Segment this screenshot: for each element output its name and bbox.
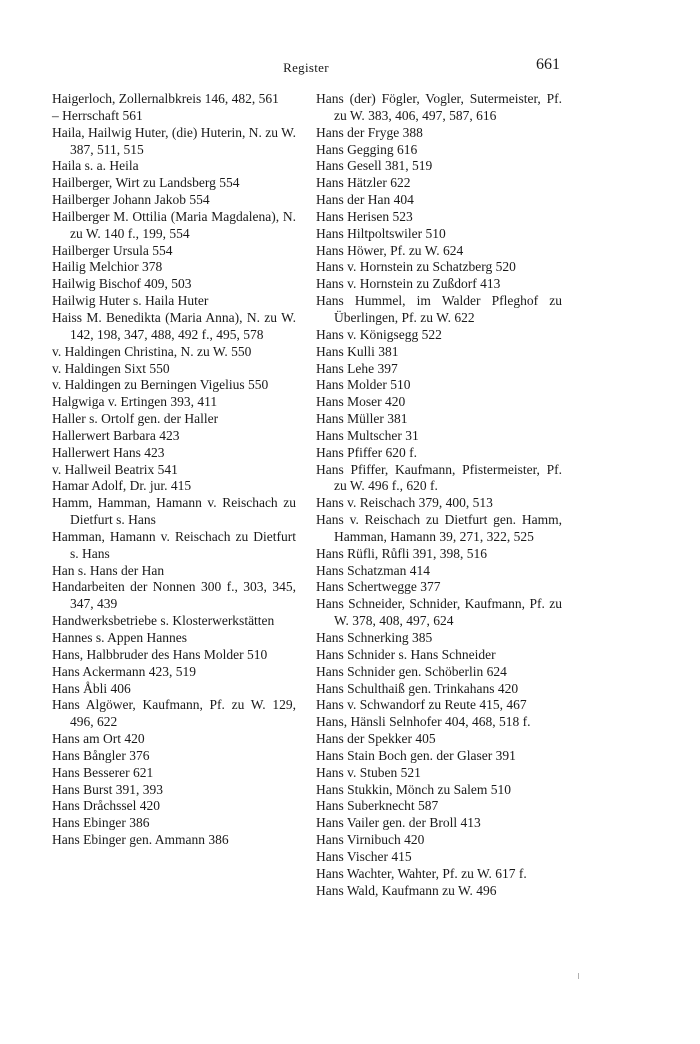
index-entry: Hans Müller 381 — [316, 411, 408, 427]
index-entry: Hamm, Hamman, Hamann v. Reischach zu Dietfurt s. Hans — [52, 495, 296, 528]
index-entry: Hans Stukkin, Mönch zu Salem 510 — [316, 781, 511, 797]
index-entry: Hans v. Hornstein zu Zußdorf 413 — [316, 276, 501, 292]
index-entry: Hans Ebinger gen. Ammann 386 — [52, 832, 229, 848]
index-entry: Hans, Halbbruder des Hans Molder 510 — [52, 646, 268, 662]
running-head — [0, 56, 700, 80]
index-entry: Haila, Hailwig Huter, (die) Huterin, N. zu W. 387, 511, 515 — [52, 124, 296, 157]
index-entry: Hans Hiltpoltswiler 510 — [316, 225, 446, 241]
index-entry: Hallerwert Barbara 423 — [52, 427, 180, 443]
index-entry: Hans am Ort 420 — [52, 731, 145, 747]
index-entry: Hans Dråchssel 420 — [52, 798, 160, 814]
index-entry: Halgwiga v. Ertingen 393, 411 — [52, 394, 218, 410]
index-entry: Hans Besserer 621 — [52, 764, 154, 780]
index-entry: Hans Wald, Kaufmann zu W. 496 — [316, 882, 497, 898]
index-entry: Hans Multscher 31 — [316, 427, 419, 443]
index-entry: Hans Gegging 616 — [316, 141, 418, 157]
index-entry: Hailwig Huter s. Haila Huter — [52, 293, 209, 309]
index-entry: Hans Schulthaiß gen. Trinkahans 420 — [316, 680, 519, 696]
index-entry: Haigerloch, Zollernalbkreis 146, 482, 561 — [52, 91, 279, 106]
index-entry: Haller s. Ortolf gen. der Haller — [52, 411, 219, 427]
index-column-right — [316, 91, 562, 900]
index-entry: Hans Schnider s. Hans Schneider — [316, 646, 496, 662]
index-entry: Hans v. Königsegg 522 — [316, 326, 442, 342]
index-entry: Hailberger Johann Jakob 554 — [52, 192, 210, 208]
index-entry: Hans Suberknecht 587 — [316, 798, 439, 814]
index-entry: Hans der Fryge 388 — [316, 124, 423, 140]
index-entry: Hans Ebinger 386 — [52, 815, 150, 831]
index-entry: Hans Schatzman 414 — [316, 562, 430, 578]
index-entry: Hans Vischer 415 — [316, 848, 412, 864]
index-entry: Hans Wachter, Wahter, Pf. zu W. 617 f. — [316, 865, 527, 881]
index-entry: Hans Stain Boch gen. der Glaser 391 — [316, 747, 516, 763]
index-entry: Hans v. Schwandorf zu Reute 415, 467 — [316, 697, 527, 713]
index-entry: Hailberger, Wirt zu Landsberg 554 — [52, 175, 240, 191]
index-entry: Hamar Adolf, Dr. jur. 415 — [52, 478, 192, 494]
index-entry: Hans Algöwer, Kaufmann, Pf. zu W. 129, 496, 622 — [52, 697, 296, 730]
index-entry: Hans Ackermann 423, 519 — [52, 663, 196, 679]
index-entry: Hans Åbli 406 — [52, 680, 131, 696]
index-entry: Handarbeiten der Nonnen 300 f., 303, 345, 347, 439 — [52, 579, 296, 612]
index-column-left — [52, 91, 296, 849]
index-entry: Hans Schneider, Schnider, Kaufmann, Pf. zu W. 378, 408, 497, 624 — [316, 596, 562, 629]
index-entry: Hallerwert Hans 423 — [52, 444, 165, 460]
index-entry: Hans v. Reischach 379, 400, 513 — [316, 495, 493, 511]
index-entry: Hannes s. Appen Hannes — [52, 630, 187, 645]
index-entry: – Herrschaft 561 — [52, 107, 143, 123]
index-entry: v. Haldingen Sixt 550 — [52, 360, 170, 376]
index-entry: Hailwig Bischof 409, 503 — [52, 276, 192, 292]
index-entry: Haiss M. Benedikta (Maria Anna), N. zu W. 142, 198, 347, 488, 492 f., 495, 578 — [52, 309, 296, 342]
index-entry: Hans v. Hornstein zu Schatzberg 520 — [316, 259, 516, 275]
index-entry: Hans Rüfli, Růfli 391, 398, 516 — [316, 545, 487, 561]
index-entry: Hans v. Reischach zu Dietfurt gen. Hamm, Hamman, Hamann 39, 271, 322, 525 — [316, 512, 562, 544]
index-entry: Han s. Hans der Han — [52, 562, 165, 578]
index-entry: Hans Bångler 376 — [52, 747, 150, 763]
index-entry: Hans Hummel, im Walder Pfleghof zu Überlingen, Pf. zu W. 622 — [316, 293, 562, 325]
index-entry: Hans der Spekker 405 — [316, 731, 436, 747]
index-entry: Hans Virnibuch 420 — [316, 832, 425, 848]
index-entry: Hans Schertwegge 377 — [316, 579, 441, 595]
index-entry: Hans Pfiffer, Kaufmann, Pfistermeister, Pf. zu W. 496 f., 620 f. — [316, 461, 562, 494]
index-entry: Hailig Melchior 378 — [52, 259, 163, 275]
index-entry: Haila s. a. Heila — [52, 158, 139, 174]
index-entry: Hans Pfiffer 620 f. — [316, 444, 417, 460]
index-entry: Hans, Hänsli Selnhofer 404, 468, 518 f. — [316, 714, 531, 730]
index-entry: Hans Schnider gen. Schöberlin 624 — [316, 663, 507, 679]
index-entry: Handwerksbetriebe s. Klosterwerkstätten — [52, 613, 275, 629]
index-entry: Hans Schnerking 385 — [316, 630, 433, 645]
index-entry: Hailberger M. Ottilia (Maria Magdalena), N. zu W. 140 f., 199, 554 — [52, 208, 296, 241]
index-entry: Hans Molder 510 — [316, 377, 411, 393]
index-entry: Hans v. Stuben 521 — [316, 764, 421, 780]
page-number: 661 — [536, 56, 560, 73]
index-entry: Hans Gesell 381, 519 — [316, 158, 433, 174]
index-entry: Hans Kulli 381 — [316, 343, 399, 359]
index-entry: Hans Herisen 523 — [316, 208, 413, 224]
stray-mark — [578, 973, 579, 979]
running-title: Register — [283, 60, 329, 75]
index-entry: v. Hallweil Beatrix 541 — [52, 461, 178, 477]
index-entry: Hans Moser 420 — [316, 394, 406, 410]
index-entry: Hans Hätzler 622 — [316, 175, 411, 191]
index-entry: Hans Vailer gen. der Broll 413 — [316, 815, 481, 831]
index-entry: Hans Burst 391, 393 — [52, 781, 163, 797]
index-entry: Hans Höwer, Pf. zu W. 624 — [316, 242, 464, 258]
index-entry: Hans der Han 404 — [316, 192, 414, 208]
index-entry: Hans (der) Fögler, Vogler, Sutermeister, Pf. zu W. 383, 406, 497, 587, 616 — [316, 91, 562, 123]
index-entry: Hailberger Ursula 554 — [52, 242, 173, 258]
index-entry: Hans Lehe 397 — [316, 360, 398, 376]
index-entry: v. Haldingen Christina, N. zu W. 550 — [52, 343, 252, 359]
index-entry: Hamman, Hamann v. Reischach zu Dietfurt s. Hans — [52, 528, 296, 561]
index-entry: v. Haldingen zu Berningen Vigelius 550 — [52, 377, 269, 393]
